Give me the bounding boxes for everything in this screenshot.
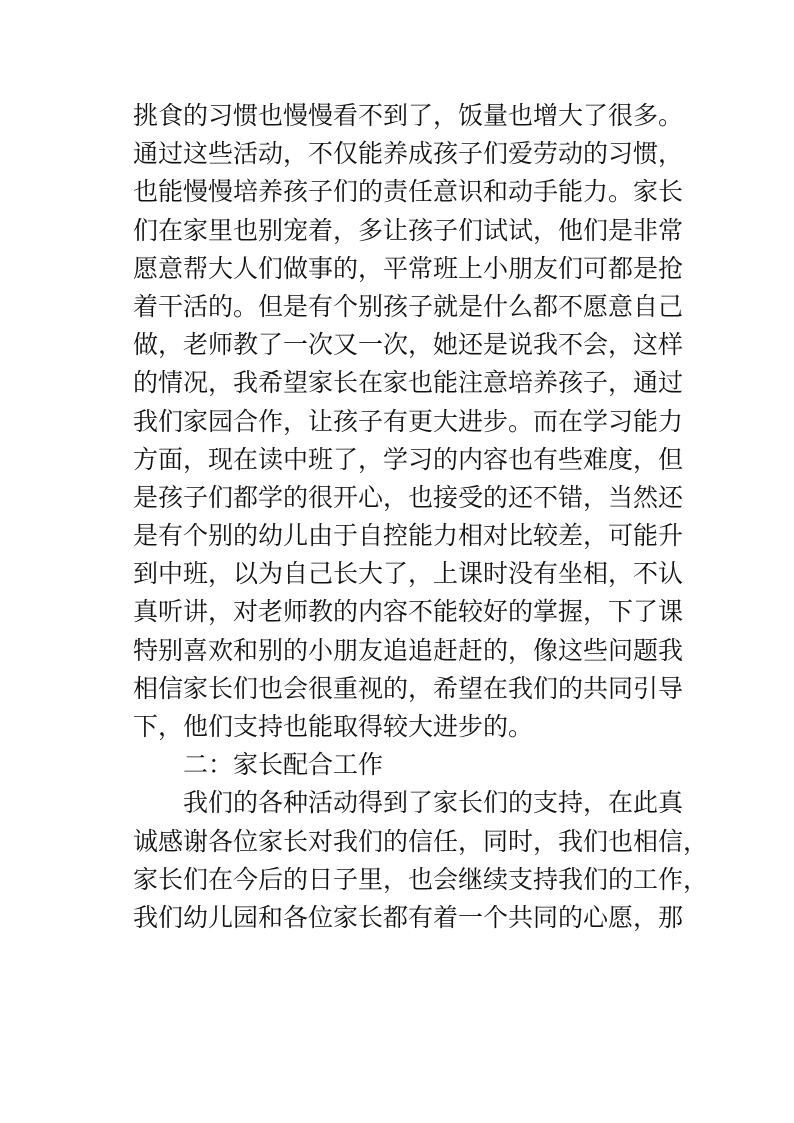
body-text — [133, 97, 709, 937]
text-line: 是有个别的幼儿由于自控能力相对比较差，可能升 — [133, 521, 684, 551]
text-line: 我们幼儿园和各位家长都有着一个共同的心愿，那 — [133, 902, 684, 932]
paragraph-end-line: 下，他们支持也能取得较大进步的。 — [133, 712, 534, 741]
paragraph-first-line: 我们的各种活动得到了家长们的支持，在此真 — [183, 788, 684, 818]
text-line: 真听讲，对老师教的内容不能较好的掌握，下了课 — [133, 597, 684, 627]
text-line: 方面，现在读中班了，学习的内容也有些难度，但 — [133, 444, 684, 474]
text-line: 特别喜欢和别的小朋友追追赶赶的，像这些问题我 — [133, 635, 684, 665]
text-line: 我们家园合作，让孩子有更大进步。而在学习能力 — [133, 406, 684, 436]
text-line: 也能慢慢培养孩子们的责任意识和动手能力。家长 — [133, 177, 684, 207]
text-line: 做，老师教了一次又一次，她还是说我不会，这样 — [133, 330, 684, 360]
section-heading: 二：家长配合工作 — [183, 750, 384, 780]
text-line: 们在家里也别宠着，多让孩子们试试，他们是非常 — [133, 215, 684, 245]
text-line: 到中班，以为自己长大了，上课时没有坐相，不认 — [133, 559, 684, 589]
text-line: 的情况，我希望家长在家也能注意培养孩子，通过 — [133, 368, 684, 398]
text-line: 着干活的。但是有个别孩子就是什么都不愿意自己 — [133, 291, 684, 321]
text-line: 挑食的习惯也慢慢看不到了，饭量也增大了很多。 — [133, 101, 684, 130]
text-line: 愿意帮大人们做事的，平常班上小朋友们可都是抢 — [133, 253, 684, 283]
text-line: 诚感谢各位家长对我们的信任，同时，我们也相信， — [133, 826, 709, 856]
text-line: 相信家长们也会很重视的，希望在我们的共同引导 — [133, 673, 684, 703]
text-line: 是孩子们都学的很开心，也接受的还不错，当然还 — [133, 482, 684, 512]
text-line: 家长们在今后的日子里，也会继续支持我们的工作， — [133, 864, 709, 894]
text-line: 通过这些活动，不仅能养成孩子们爱劳动的习惯， — [133, 139, 684, 169]
